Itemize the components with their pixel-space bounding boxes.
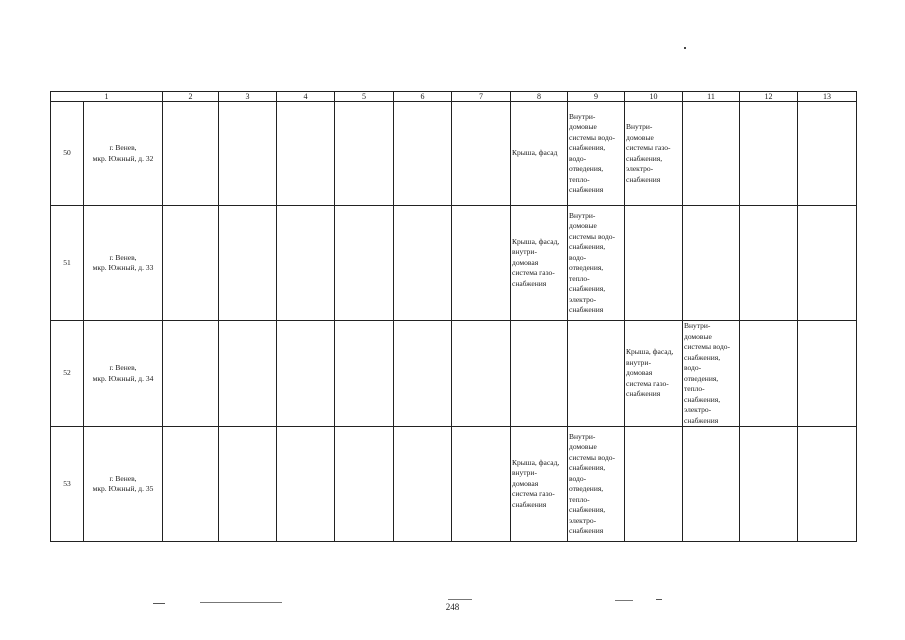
empty-cell-col-7 bbox=[452, 321, 511, 427]
work-type-cell-col-10-line: домовые bbox=[626, 132, 654, 142]
work-type-cell-col-9-line: домовые bbox=[569, 221, 597, 230]
empty-cell-col-6 bbox=[394, 206, 452, 321]
work-type-cell-col-8-line: снабжения bbox=[512, 499, 547, 509]
empty-cell-col-2 bbox=[163, 427, 219, 542]
scan-line-mark bbox=[656, 599, 662, 600]
work-type-cell-col-10-line: внутри- bbox=[626, 357, 651, 367]
work-type-cell-col-9-line: снабжения bbox=[569, 526, 604, 535]
work-type-cell-col-9-line: отведения, bbox=[569, 263, 604, 272]
empty-cell-col-13 bbox=[798, 427, 857, 542]
empty-cell-col-5 bbox=[335, 206, 394, 321]
empty-cell-col-12 bbox=[740, 427, 798, 542]
scan-line-mark bbox=[153, 603, 165, 604]
column-header-13: 13 bbox=[798, 92, 857, 102]
work-type-cell-col-11-line: домовые bbox=[684, 331, 712, 341]
column-header-11: 11 bbox=[683, 92, 740, 102]
empty-cell-col-5 bbox=[335, 321, 394, 427]
empty-cell-col-6 bbox=[394, 102, 452, 206]
column-header-5: 5 bbox=[335, 92, 394, 102]
work-type-cell-col-8-line: внутри- bbox=[512, 468, 537, 478]
work-type-cell-col-9-line: снабжения, bbox=[569, 505, 606, 514]
empty-cell-col-7 bbox=[452, 102, 511, 206]
row-number-cell: 51 bbox=[51, 206, 84, 321]
column-header-6: 6 bbox=[394, 92, 452, 102]
work-type-cell-col-8-line: система газо- bbox=[512, 268, 555, 278]
work-type-cell-col-9-line: снабжения, bbox=[569, 284, 606, 293]
work-type-cell-col-9-line: системы водо- bbox=[569, 452, 616, 462]
work-type-cell-col-11-line: электро- bbox=[684, 405, 712, 414]
work-type-cell-col-10-line: электро- bbox=[626, 164, 654, 173]
address-line: г. Венев, bbox=[109, 252, 137, 262]
address-cell bbox=[84, 427, 163, 542]
address-cell bbox=[84, 206, 163, 321]
work-type-cell-col-11-line: отведения, bbox=[684, 373, 719, 383]
work-type-cell-col-8 bbox=[511, 427, 568, 542]
empty-cell-col-12 bbox=[740, 206, 798, 321]
data-table bbox=[50, 91, 857, 542]
work-type-cell-col-9 bbox=[568, 206, 625, 321]
work-type-cell-col-10 bbox=[625, 427, 683, 542]
work-type-cell-col-9-line: отведения, bbox=[569, 484, 604, 493]
empty-cell-col-7 bbox=[452, 206, 511, 321]
address-line: г. Венев, bbox=[109, 363, 137, 372]
address-line: мкр. Южный, д. 35 bbox=[92, 484, 154, 493]
address-line: мкр. Южный, д. 32 bbox=[92, 153, 154, 163]
page-number: 248 bbox=[445, 602, 460, 612]
work-type-cell-col-8 bbox=[511, 102, 568, 206]
empty-cell-col-4 bbox=[277, 427, 335, 542]
column-header-1: 1 bbox=[51, 92, 163, 102]
row-number-cell: 50 bbox=[51, 102, 84, 206]
address-line: г. Венев, bbox=[109, 143, 137, 152]
work-type-cell-col-11-line: снабжения, bbox=[684, 394, 721, 404]
column-header-2: 2 bbox=[163, 92, 219, 102]
work-type-cell-col-8-line: Крыша, фасад, bbox=[512, 236, 560, 246]
column-header-12: 12 bbox=[740, 92, 798, 102]
empty-cell-col-4 bbox=[277, 102, 335, 206]
empty-cell-col-12 bbox=[740, 102, 798, 206]
work-type-cell-col-9-line: Внутри- bbox=[569, 111, 596, 121]
work-type-cell-col-9 bbox=[568, 427, 625, 542]
work-type-cell-col-9-line: Внутри- bbox=[569, 210, 596, 220]
row-number-cell: 52 bbox=[51, 321, 84, 427]
empty-cell-col-5 bbox=[335, 102, 394, 206]
address-cell bbox=[84, 321, 163, 427]
header-row bbox=[51, 92, 857, 102]
column-header-10: 10 bbox=[625, 92, 683, 102]
work-type-cell-col-9-line: водо- bbox=[569, 252, 587, 262]
column-header-8: 8 bbox=[511, 92, 568, 102]
work-type-cell-col-10 bbox=[625, 206, 683, 321]
work-type-cell-col-10-line: системы газо- bbox=[626, 143, 671, 152]
work-type-cell-col-10-line: Внутри- bbox=[626, 122, 653, 131]
scan-line-mark bbox=[200, 602, 282, 603]
work-type-cell-col-9-line: системы водо- bbox=[569, 231, 616, 241]
work-type-cell-col-9-line: системы водо- bbox=[569, 132, 616, 142]
address-line: мкр. Южный, д. 33 bbox=[92, 263, 154, 272]
empty-cell-col-2 bbox=[163, 102, 219, 206]
work-type-cell-col-11 bbox=[683, 321, 740, 427]
work-type-cell-col-9-line: отведения, bbox=[569, 164, 604, 173]
work-type-cell-col-11-line: снабжения, bbox=[684, 352, 721, 362]
work-type-cell-col-8-line: система газо- bbox=[512, 489, 555, 499]
empty-cell-col-13 bbox=[798, 321, 857, 427]
scan-line-mark bbox=[615, 600, 633, 601]
work-type-cell-col-8-line: внутри- bbox=[512, 247, 537, 257]
empty-cell-col-5 bbox=[335, 427, 394, 542]
work-type-cell-col-8 bbox=[511, 321, 568, 427]
work-type-cell-col-10 bbox=[625, 321, 683, 427]
work-type-cell-col-11-line: водо- bbox=[684, 363, 702, 372]
empty-cell-col-4 bbox=[277, 206, 335, 321]
table-row bbox=[51, 321, 857, 427]
empty-cell-col-12 bbox=[740, 321, 798, 427]
work-type-cell-col-10-line: Крыша, фасад, bbox=[626, 347, 674, 357]
empty-cell-col-6 bbox=[394, 427, 452, 542]
work-type-cell-col-9-line: снабжения, bbox=[569, 242, 606, 251]
column-header-7: 7 bbox=[452, 92, 511, 102]
address-line: мкр. Южный, д. 34 bbox=[92, 373, 154, 383]
column-header-9: 9 bbox=[568, 92, 625, 102]
work-type-cell-col-9-line: тепло- bbox=[569, 273, 590, 283]
work-type-cell-col-8 bbox=[511, 206, 568, 321]
work-type-cell-col-9-line: водо- bbox=[569, 153, 587, 163]
work-type-cell-col-9-line: водо- bbox=[569, 473, 587, 483]
scan-speck bbox=[684, 47, 686, 49]
work-type-cell-col-11 bbox=[683, 102, 740, 206]
address-line: г. Венев, bbox=[109, 473, 137, 483]
work-type-cell-col-9-line: электро- bbox=[569, 515, 597, 525]
work-type-cell-col-10-line: снабжения bbox=[626, 174, 661, 184]
empty-cell-col-13 bbox=[798, 102, 857, 206]
work-type-cell-col-10-line: система газо- bbox=[626, 378, 669, 388]
work-type-cell-col-9 bbox=[568, 102, 625, 206]
work-type-cell-col-9-line: снабжения, bbox=[569, 463, 606, 472]
empty-cell-col-3 bbox=[219, 206, 277, 321]
table-row bbox=[51, 102, 857, 206]
work-type-cell-col-11-line: снабжения bbox=[684, 415, 719, 425]
empty-cell-col-3 bbox=[219, 427, 277, 542]
scan-line-mark bbox=[448, 599, 472, 600]
work-type-cell-col-10-line: снабжения bbox=[626, 389, 661, 399]
work-type-cell-col-10 bbox=[625, 102, 683, 206]
column-header-4: 4 bbox=[277, 92, 335, 102]
work-type-cell-col-10-line: домовая bbox=[626, 368, 653, 378]
work-type-cell-col-11-line: системы водо- bbox=[684, 342, 731, 351]
work-type-cell-col-11-line: Внутри- bbox=[684, 321, 711, 330]
empty-cell-col-13 bbox=[798, 206, 857, 321]
work-type-cell-col-10-line: снабжения, bbox=[626, 153, 663, 163]
address-cell bbox=[84, 102, 163, 206]
table-row bbox=[51, 427, 857, 542]
work-type-cell-col-9-line: снабжения bbox=[569, 185, 604, 194]
work-type-cell-col-11-line: тепло- bbox=[684, 384, 705, 393]
work-type-cell-col-9-line: снабжения bbox=[569, 305, 604, 314]
empty-cell-col-3 bbox=[219, 321, 277, 427]
work-type-cell-col-8-line: снабжения bbox=[512, 278, 547, 288]
work-type-cell-col-9-line: электро- bbox=[569, 294, 597, 304]
work-type-cell-col-11 bbox=[683, 206, 740, 321]
work-type-cell-col-8-line: Крыша, фасад bbox=[512, 148, 558, 158]
empty-cell-col-4 bbox=[277, 321, 335, 427]
work-type-cell-col-9-line: тепло- bbox=[569, 494, 590, 504]
work-type-cell-col-8-line: домовая bbox=[512, 478, 539, 488]
work-type-cell-col-9-line: снабжения, bbox=[569, 143, 606, 152]
row-number-cell: 53 bbox=[51, 427, 84, 542]
work-type-cell-col-8-line: домовая bbox=[512, 257, 539, 267]
work-type-cell-col-9-line: домовые bbox=[569, 442, 597, 451]
work-type-cell-col-9 bbox=[568, 321, 625, 427]
table-row bbox=[51, 206, 857, 321]
work-type-cell-col-11 bbox=[683, 427, 740, 542]
empty-cell-col-2 bbox=[163, 206, 219, 321]
empty-cell-col-3 bbox=[219, 102, 277, 206]
work-type-cell-col-9-line: тепло- bbox=[569, 174, 590, 184]
work-type-cell-col-9-line: домовые bbox=[569, 122, 597, 131]
work-type-cell-col-8-line: Крыша, фасад, bbox=[512, 457, 560, 467]
column-header-3: 3 bbox=[219, 92, 277, 102]
empty-cell-col-7 bbox=[452, 427, 511, 542]
empty-cell-col-6 bbox=[394, 321, 452, 427]
empty-cell-col-2 bbox=[163, 321, 219, 427]
work-type-cell-col-9-line: Внутри- bbox=[569, 431, 596, 441]
